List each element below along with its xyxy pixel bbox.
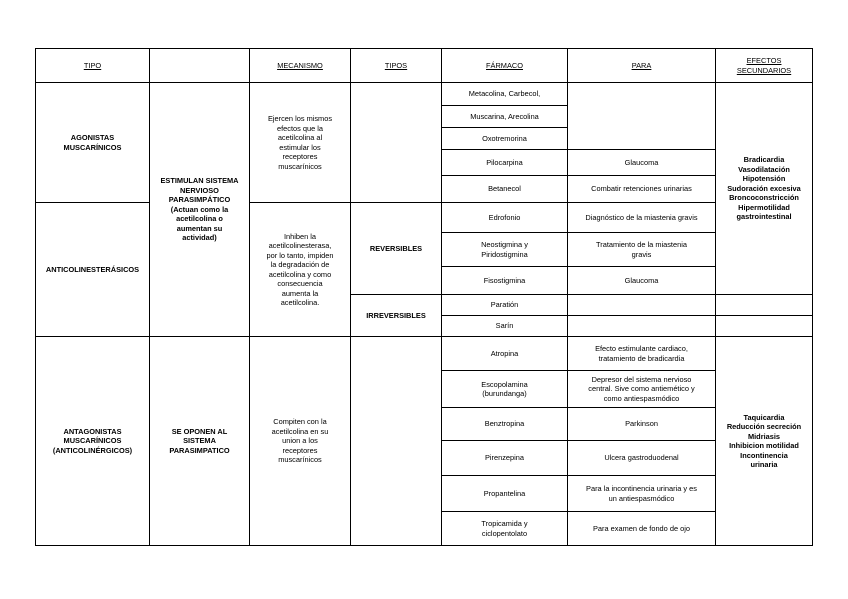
para-cell	[568, 83, 716, 150]
farmaco-cell: Propantelina	[442, 476, 568, 512]
mecanismo-antagonistas: Compiten con la acetilcolina en su union a los receptores muscarínicos	[250, 337, 351, 546]
header-mecanismo: MECANISMO	[250, 49, 351, 83]
header-efectos: EFECTOS SECUNDARIOS	[716, 49, 813, 83]
tipos-irreversibles: IRREVERSIBLES	[351, 295, 442, 337]
farmaco-cell: Muscarina, Arecolina	[442, 106, 568, 128]
para-cell: Ulcera gastroduodenal	[568, 441, 716, 476]
efectos-blank	[716, 316, 813, 337]
efectos-antagonistas: Taquicardia Reducción secreción Midriasis Inhibicion motilidad Incontinencia urinaria	[716, 337, 813, 546]
tipos-agonistas	[351, 83, 442, 203]
farmaco-cell: Neostigmina y Piridostigmina	[442, 233, 568, 267]
tipos-antagonistas	[351, 337, 442, 546]
tipo-antagonistas: ANTAGONISTAS MUSCARÍNICOS (ANTICOLINÉRGICOS)	[36, 337, 150, 546]
header-farmaco: FÁRMACO	[442, 49, 568, 83]
farmaco-cell: Pilocarpina	[442, 150, 568, 176]
farmaco-cell: Betanecol	[442, 176, 568, 203]
para-cell	[568, 316, 716, 337]
mecanismo-anticolinesterasicos: Inhiben la acetilcolinesterasa, por lo tanto, impiden la degradación de acetilcolina y como consecuencia aumenta la acetilcolina.	[250, 203, 351, 337]
mecanismo-agonistas: Ejercen los mismos efectos que la acetilcolina al estimular los receptores muscarínicos	[250, 83, 351, 203]
accion-agonistas: ESTIMULAN SISTEMA NERVIOSO PARASIMPÁTICO (Actuan como la acetilcolina o aumentan su actividad)	[150, 83, 250, 337]
para-cell: Glaucoma	[568, 267, 716, 295]
para-cell: Efecto estimulante cardiaco, tratamiento de bradicardia	[568, 337, 716, 371]
para-cell: Para la incontinencia urinaria y es un antiespasmódico	[568, 476, 716, 512]
para-cell: Combatir retenciones urinarias	[568, 176, 716, 203]
para-cell: Parkinson	[568, 408, 716, 441]
tipos-reversibles: REVERSIBLES	[351, 203, 442, 295]
header-row	[36, 49, 813, 83]
tipo-agonistas: AGONISTAS MUSCARÍNICOS	[36, 83, 150, 203]
farmaco-cell: Sarín	[442, 316, 568, 337]
farmaco-cell: Pirenzepina	[442, 441, 568, 476]
table-row	[36, 83, 813, 106]
farmaco-cell: Paratión	[442, 295, 568, 316]
table-row	[36, 337, 813, 371]
header-blank	[150, 49, 250, 83]
para-cell: Diagnóstico de la miastenia gravis	[568, 203, 716, 233]
farmaco-cell: Edrofonio	[442, 203, 568, 233]
accion-antagonistas: SE OPONEN AL SISTEMA PARASIMPATICO	[150, 337, 250, 546]
header-tipos: TIPOS	[351, 49, 442, 83]
farmaco-cell: Fisostigmina	[442, 267, 568, 295]
farmaco-cell: Oxotremorina	[442, 128, 568, 150]
efectos-agonistas: Bradicardia Vasodilatación Hipotensión Sudoración excesiva Broncoconstricción Hipermotilidad gastrointestinal	[716, 83, 813, 295]
header-para: PARA	[568, 49, 716, 83]
farmaco-cell: Tropicamida y ciclopentolato	[442, 512, 568, 546]
efectos-blank	[716, 295, 813, 316]
header-tipo: TIPO	[36, 49, 150, 83]
tipo-anticolinesterasicos: ANTICOLINESTERÁSICOS	[36, 203, 150, 337]
para-cell: Tratamiento de la miastenia gravis	[568, 233, 716, 267]
farmaco-cell: Atropina	[442, 337, 568, 371]
para-cell: Para examen de fondo de ojo	[568, 512, 716, 546]
para-cell: Glaucoma	[568, 150, 716, 176]
farmaco-cell: Escopolamina (burundanga)	[442, 371, 568, 408]
farmaco-cell: Metacolina, Carbecol,	[442, 83, 568, 106]
para-cell	[568, 295, 716, 316]
pharmacology-table	[35, 48, 813, 546]
farmaco-cell: Benztropina	[442, 408, 568, 441]
para-cell: Depresor del sistema nervioso central. Sive como antiemético y como antiespasmódico	[568, 371, 716, 408]
